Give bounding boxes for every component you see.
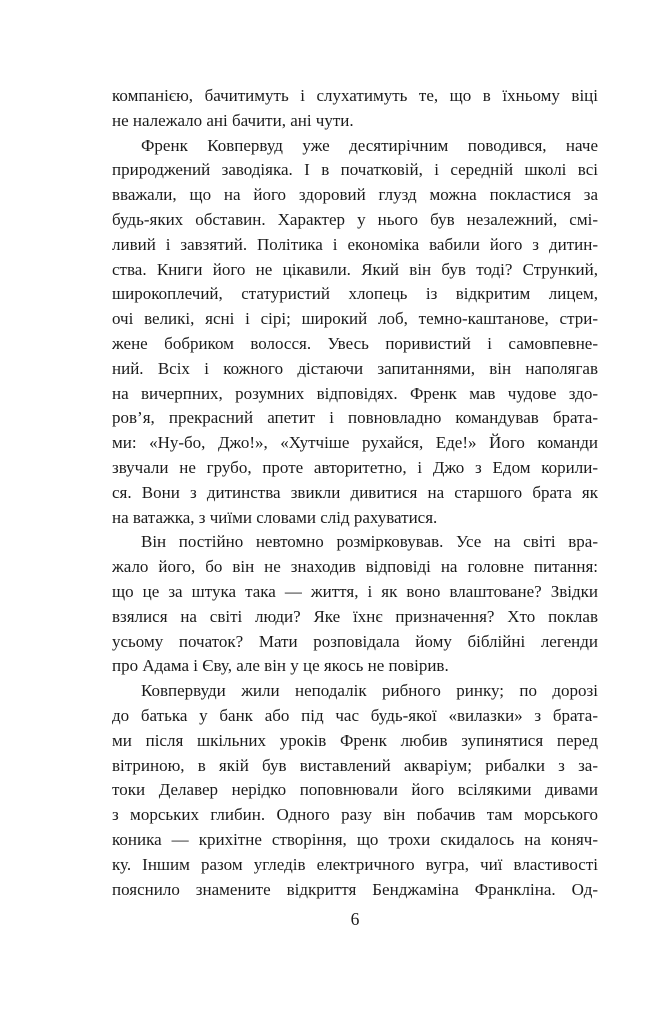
text-line: природжений заводіяка. І в початковій, і середній школі всі — [112, 160, 598, 180]
text-line: Френк Ковпервуд уже десятирічним поводився, наче — [141, 135, 598, 155]
text-line: ливий і завзятий. Політика і економіка вабили його з дитин- — [112, 234, 598, 254]
page-number: 6 — [350, 909, 360, 929]
text-line: очі великі, ясні і сірі; широкий лоб, темно-каштанове, стри- — [112, 309, 598, 329]
text-line: до батька у банк або під час будь-якої «вилазки» з брата- — [112, 705, 598, 725]
text-line: не належало ані бачити, ані чути. — [112, 110, 354, 130]
text-line: ми після шкільних уроків Френк любив зупинятися перед — [112, 730, 598, 750]
text-line: жене бобриком волосся. Увесь поривистий і самовпевне- — [112, 333, 598, 353]
text-block — [112, 84, 598, 902]
text-line: коника — крихітне створіння, що трохи скидалось на коняч- — [112, 829, 598, 849]
text-line: компанією, бачитимуть і слухатимуть те, що в їхньому віці — [112, 86, 598, 105]
text-line: ров’я, прекрасний апетит і повновладно командував брата- — [112, 408, 598, 428]
text-line: ний. Всіх і кожного дістаючи запитаннями, він наполягав — [112, 358, 598, 378]
text-line: що це за штука така — життя, і як воно влаштоване? Звідки — [112, 581, 598, 601]
text-line: на ватажка, з чиїми словами слід рахуватися. — [112, 507, 438, 527]
text-line: усьому початок? Мати розповідала йому біблійні легенди — [112, 631, 598, 651]
text-line: вважали, що на його здоровий глузд можна покластися за — [112, 185, 598, 205]
text-line: ку. Іншим разом угледів електричного вугра, чиї властивості — [112, 854, 598, 874]
text-line: ства. Книги його не цікавили. Який він був тоді? Стрункий, — [112, 259, 598, 279]
text-line: Він постійно невтомно розмірковував. Усе на світі вра- — [141, 532, 598, 552]
text-line: жало його, бо він не знаходив відповіді на головне питання: — [112, 557, 598, 577]
text-line: токи Делавер нерідко поповнювали його всілякими дивами — [112, 780, 598, 800]
text-line: широкоплечий, статуристий хлопець із відкритим лицем, — [112, 284, 598, 304]
text-line: ся. Вони з дитинства звикли дивитися на старшого брата як — [112, 482, 598, 502]
text-line: взялися на світі люди? Яке їхнє призначення? Хто поклав — [112, 606, 598, 626]
text-line: на вичерпних, розумних відповідях. Френк мав чудове здо- — [112, 383, 598, 403]
text-line: Ковпервуди жили неподалік рибного ринку; по дорозі — [141, 681, 598, 701]
text-line: з морських глибин. Одного разу він побачив там морського — [112, 805, 598, 825]
text-line: звучали не грубо, проте авторитетно, і Джо з Едом корили- — [112, 457, 598, 477]
text-line: про Адама і Єву, але він у це якось не повірив. — [112, 656, 449, 676]
text-line: будь-яких обставин. Характер у нього був незалежний, смі- — [112, 209, 598, 229]
text-line: ми: «Ну-бо, Джо!», «Хутчіше рухайся, Еде!» Його команди — [112, 433, 598, 453]
text-line: вітриною, в якій був виставлений акваріум; рибалки з за- — [112, 755, 598, 775]
text-line: пояснило знамените відкриття Бенджаміна Франкліна. Од- — [112, 879, 598, 899]
